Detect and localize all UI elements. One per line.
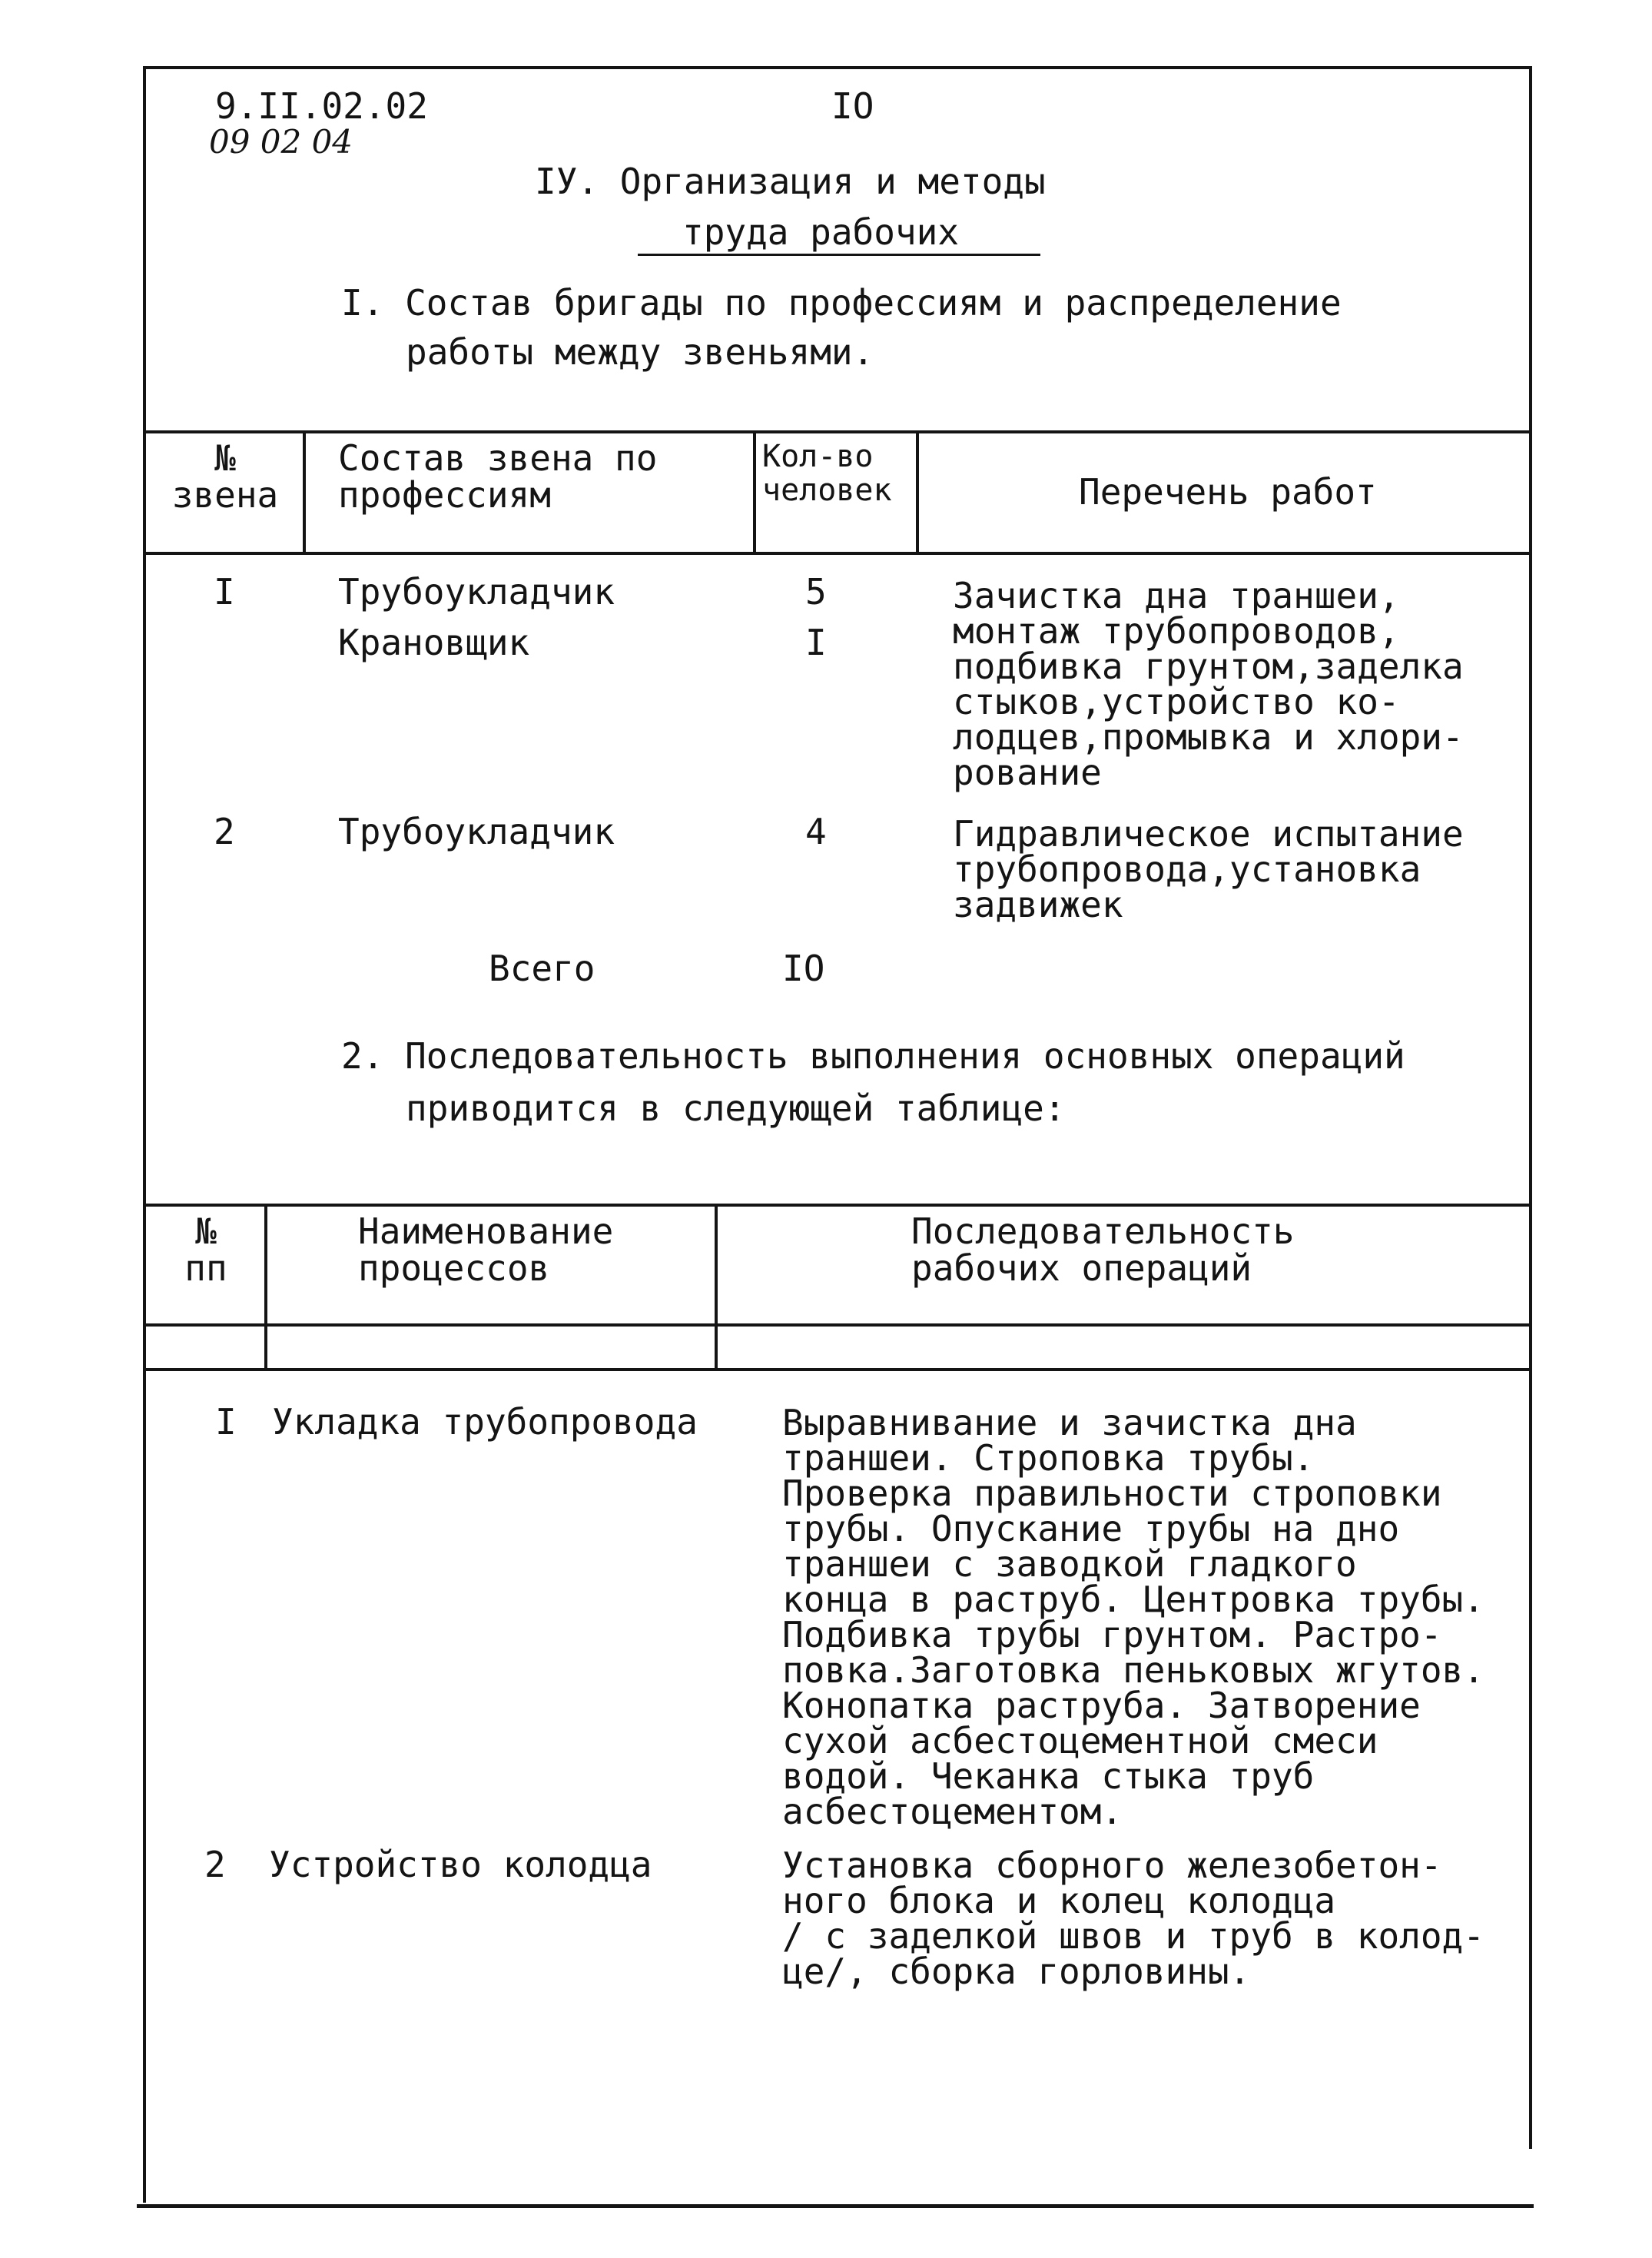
- table2-header-bottom-line: [143, 1323, 1532, 1327]
- table2-header-sequence: Последовательность рабочих операций: [911, 1210, 1295, 1289]
- table2-row2-sequence: Установка сборного железобетон- ного блока и колец колодца / с заделкой швов и труб в колод- це/, сборка горловины.: [782, 1845, 1484, 1992]
- table2-number-row-line: [143, 1368, 1532, 1371]
- table1-row1-num: I: [214, 571, 235, 613]
- table1-row1-profession2: Крановщик: [338, 622, 530, 663]
- table1-total-label: Всего: [489, 948, 595, 989]
- table1-row2-count1: 4: [805, 811, 827, 852]
- part2-heading-line2: приводится в следующей таблице:: [406, 1087, 1066, 1129]
- frame-top-border: [143, 66, 1532, 69]
- handwritten-code: 09 02 04: [209, 123, 353, 161]
- table1-row1-profession1: Трубоукладчик: [338, 571, 615, 613]
- table1-row2-works: Гидравлическое испытание трубопровода,установка задвижек: [953, 813, 1464, 925]
- frame-bottom-border: [137, 2204, 1534, 2208]
- doc-code: 9.II.02.02: [215, 85, 428, 127]
- table1-header-composition: Состав звена по профессиям: [338, 437, 658, 516]
- frame-right-border: [1529, 66, 1532, 2149]
- table1-row1-works: Зачистка дна траншеи, монтаж трубопроводов, подбивка грунтом,заделка стыков,устройство ко- лодцев,промывка и хлори- рование: [953, 575, 1464, 793]
- table2-header-num: № пп: [184, 1210, 227, 1289]
- table1-col-divider-2: [753, 430, 756, 555]
- subtitle-underline: [638, 254, 1040, 256]
- table1-header-works: Перечень работ: [1079, 471, 1377, 513]
- table2-top-line: [143, 1204, 1532, 1207]
- table1-row2-num: 2: [214, 811, 235, 852]
- page-number: IO: [831, 85, 874, 127]
- table1-col-divider-3: [916, 430, 919, 555]
- part2-heading-line1: 2. Последовательность выполнения основных операций: [341, 1035, 1405, 1077]
- table1-row1-count1: 5: [805, 571, 827, 613]
- part1-heading-line1: I. Состав бригады по профессиям и распределение: [341, 282, 1342, 324]
- section-title: IУ. Организация и методы: [535, 161, 1046, 202]
- table1-header-count: Кол-во человек: [762, 439, 892, 508]
- table2-row1-num: I: [215, 1401, 237, 1443]
- table1-total-value: IO: [782, 948, 825, 989]
- part1-heading-line2: работы между звеньями.: [406, 331, 874, 373]
- table2-header-name: Наименование процессов: [358, 1210, 614, 1289]
- table1-header-bottom-line: [143, 552, 1532, 555]
- table2-row1-name: Укладка трубопровода: [272, 1401, 698, 1443]
- table2-col-divider-2: [715, 1204, 718, 1371]
- table2-row2-num: 2: [204, 1844, 226, 1885]
- table2-row2-name: Устройство колодца: [269, 1844, 652, 1885]
- table1-col-divider-1: [303, 430, 306, 555]
- frame-left-border: [143, 66, 146, 2203]
- section-subtitle: труда рабочих: [682, 211, 960, 253]
- table1-header-num: № звена: [171, 437, 279, 516]
- table1-top-line: [143, 430, 1532, 433]
- table2-row1-sequence: Выравнивание и зачистка дна траншеи. Строповка трубы. Проверка правильности строповки трубы. Опускание трубы на дно траншеи с заводкой гладкого конца в раструб. Центровка трубы. Подбивка трубы грунтом. Растро- повка.Заготовка пеньковых жгутов. Конопатка раструба. Затворение сухой асбестоцементной смеси водой. Чеканка стыка труб асбестоцементом.: [782, 1402, 1484, 1832]
- table1-row1-count2: I: [805, 622, 827, 663]
- table2-col-divider-1: [264, 1204, 267, 1371]
- table1-row2-profession1: Трубоукладчик: [338, 811, 615, 852]
